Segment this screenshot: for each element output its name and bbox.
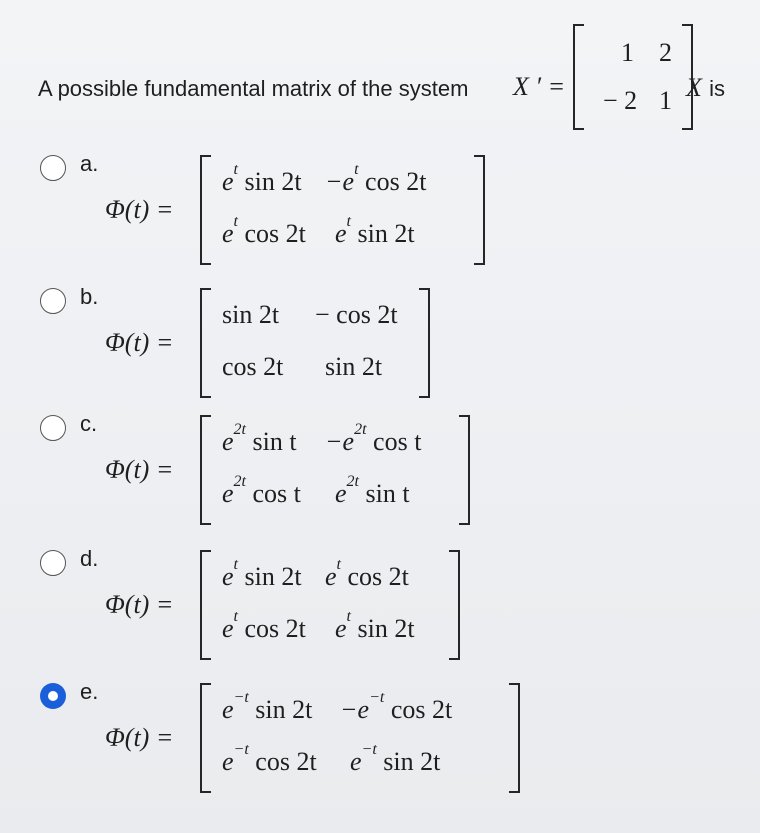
matrix-entry [335,608,415,644]
radio-button-c[interactable] [40,415,66,441]
matrix-cell: 1 [621,38,634,67]
right-bracket [449,550,460,660]
entry-function: sin 2t [238,562,302,591]
entry-exponent: −t [361,741,377,759]
entry-exponent: −t [233,689,249,707]
entry-exponent: t [233,161,238,179]
entry-exponent: 2t [346,473,359,491]
entry-base: e [335,479,347,508]
matrix-entry [350,741,441,777]
entry-function: cos t [246,479,301,508]
left-bracket [573,24,584,130]
option-letter: e. [80,679,99,704]
entry-exponent: t [336,556,341,574]
matrix-entry [325,352,382,382]
entry-function: − cos 2t [315,300,398,329]
matrix-entry [222,741,317,777]
entry-function: cos 2t [222,352,284,381]
matrix-cell: − 2 [603,86,638,115]
entry-exponent: t [233,608,238,626]
entry-base: e [222,479,234,508]
option-e[interactable] [40,679,740,803]
phi-matrix [200,155,485,265]
phi-label: Φ(t) = [105,195,174,224]
phi-matrix [200,683,520,793]
entry-base: e [222,562,234,591]
entry-function: cos t [366,427,422,456]
entry-base: e [335,219,347,248]
entry-base: e [325,562,337,591]
matrix-entry [340,689,453,725]
entry-exponent: −t [233,741,249,759]
system-matrix [573,24,693,130]
option-letter: b. [80,284,99,309]
matrix-entry [222,421,297,457]
phi-matrix [200,550,460,660]
entry-function: sin 2t [222,300,280,329]
matrix-entry [325,556,409,592]
entry-base: e [222,614,234,643]
radio-button-a[interactable] [40,155,66,181]
entry-exponent: t [354,161,359,179]
entry-function: sin 2t [238,167,302,196]
entry-base: e [222,219,234,248]
matrix-entry [222,300,279,330]
matrix-entry [315,300,398,330]
question-text: A possible fundamental matrix of the system [38,76,469,101]
matrix-entry [222,213,306,249]
matrix-entry [222,608,306,644]
phi-label: Φ(t) = [105,590,174,619]
entry-function: sin t [359,479,410,508]
phi-label: Φ(t) = [105,455,174,484]
option-letter: c. [80,411,98,436]
option-c[interactable] [40,411,740,535]
entry-function: cos 2t [248,747,317,776]
matrix-entry [335,473,410,509]
entry-base: e [350,747,362,776]
entry-exponent: 2t [233,473,246,491]
left-bracket [200,415,211,525]
entry-function: sin 2t [325,352,383,381]
matrix-cell: 1 [659,86,672,115]
entry-exponent: t [233,213,238,231]
entry-base: e [222,427,234,456]
entry-base: e [222,695,234,724]
entry-exponent: t [346,608,351,626]
entry-exponent: t [233,556,238,574]
entry-function: cos 2t [238,219,306,248]
left-bracket [200,288,211,398]
option-b[interactable] [40,284,740,408]
matrix-entry [222,689,313,725]
entry-base: e [222,167,234,196]
matrix-entry [222,161,302,197]
entry-base: e [335,614,347,643]
phi-label: Φ(t) = [105,328,174,357]
entry-base: e [222,747,234,776]
matrix-entry [222,556,302,592]
system-rhs [686,72,725,103]
option-d[interactable] [40,546,740,670]
phi-matrix [200,415,470,525]
right-bracket [459,415,470,525]
matrix-entry [325,421,422,457]
entry-function: cos 2t [384,695,453,724]
system-rhs-var: X [686,73,702,102]
right-bracket [509,683,520,793]
matrix-entry [325,161,427,197]
matrix-entry [222,352,283,382]
entry-function: sin t [246,427,297,456]
phi-matrix [200,288,430,398]
matrix-cell: 2 [659,38,672,67]
entry-function: sin 2t [351,219,415,248]
system-rhs-word: is [709,76,726,101]
radio-button-b[interactable] [40,288,66,314]
entry-function: sin 2t [351,614,415,643]
left-bracket [200,683,211,793]
left-bracket [200,155,211,265]
entry-function: sin 2t [248,695,313,724]
entry-exponent: 2t [354,421,367,439]
entry-function: sin 2t [376,747,441,776]
system-lhs: X ′ = [513,72,566,101]
phi-label: Φ(t) = [105,723,174,752]
entry-exponent: −t [369,689,385,707]
option-a[interactable] [40,151,740,275]
entry-function: cos 2t [341,562,409,591]
entry-exponent: t [346,213,351,231]
matrix-entry [335,213,415,249]
entry-base: −e [325,167,355,196]
entry-function: cos 2t [238,614,306,643]
entry-function: cos 2t [358,167,427,196]
left-bracket [200,550,211,660]
radio-button-d[interactable] [40,550,66,576]
option-letter: d. [80,546,99,571]
entry-exponent: 2t [233,421,246,439]
right-bracket [474,155,485,265]
entry-base: −e [325,427,355,456]
entry-base: −e [340,695,370,724]
matrix-entry [222,473,301,509]
radio-button-e[interactable] [40,683,66,709]
option-letter: a. [80,151,99,176]
right-bracket [419,288,430,398]
